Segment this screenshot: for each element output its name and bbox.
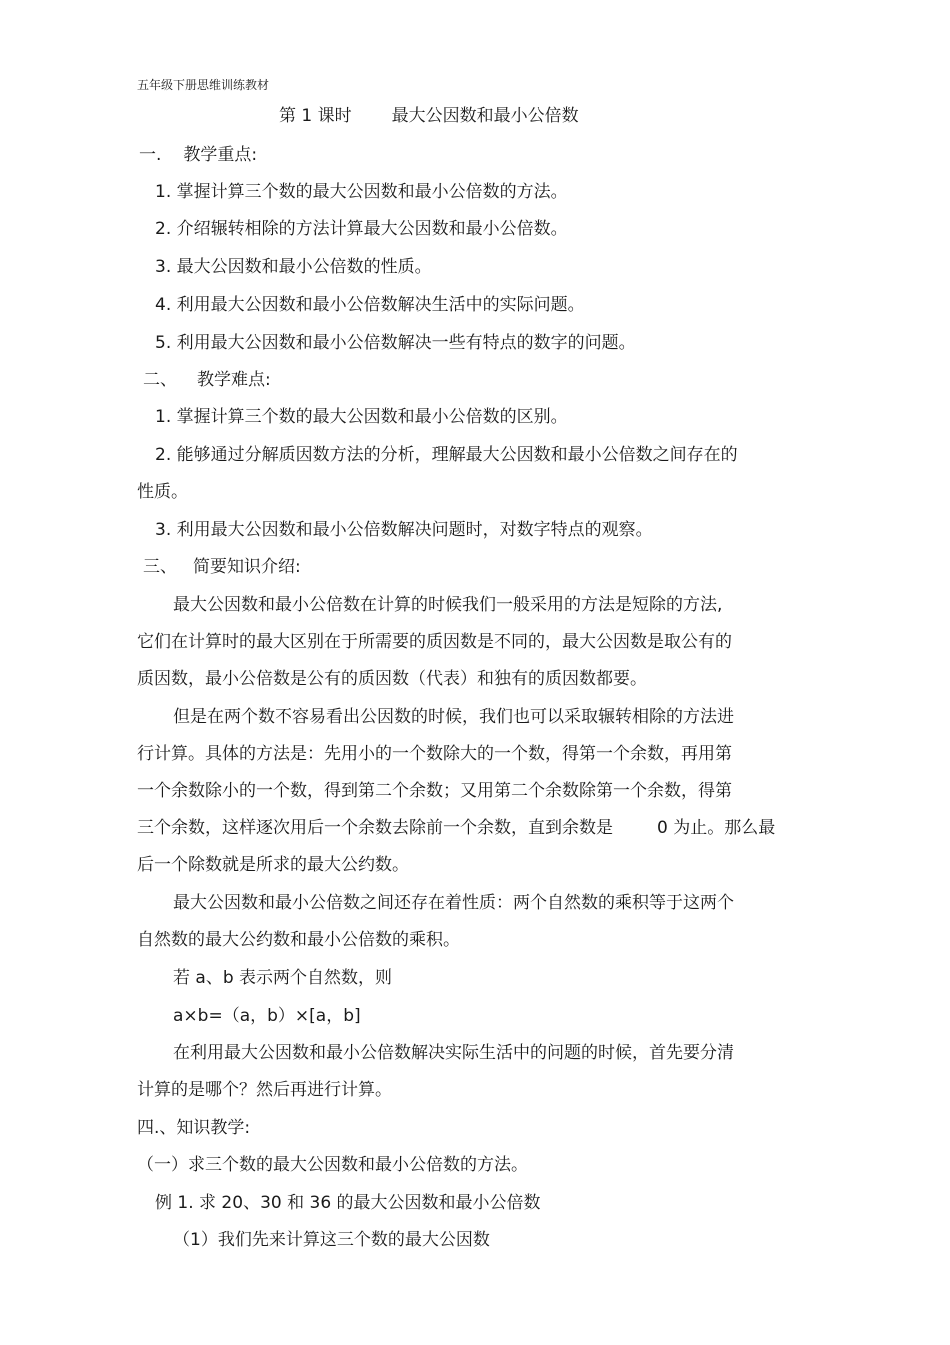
list-item: 3. 最大公因数和最小公倍数的性质。 (155, 257, 432, 277)
lesson-topic: 最大公因数和最小公倍数 (391, 106, 579, 126)
paragraph-line: 计算的是哪个？然后再进行计算。 (137, 1080, 392, 1100)
section-number: 一. (139, 145, 162, 165)
paragraph-line (137, 817, 775, 839)
lesson-title (279, 105, 579, 127)
paragraph-line: 质因数，最小公倍数是公有的质因数（代表）和独有的质因数都要。 (137, 669, 647, 689)
paragraph-segment: 三个余数，这样逐次用后一个余数去除前一个余数，直到余数是 (137, 818, 613, 838)
paragraph-line: 一个余数除小的一个数，得到第二个余数；又用第二个余数除第一个余数，得第 (137, 781, 732, 801)
running-header: 五年级下册思维训练教材 (137, 78, 270, 92)
list-item: 2. 介绍辗转相除的方法计算最大公因数和最小公倍数。 (155, 219, 568, 239)
section-label: 教学难点: (197, 370, 271, 390)
paragraph-line: 行计算。具体的方法是：先用小的一个数除大的一个数，得第一个余数，再用第 (137, 744, 732, 764)
list-item-continuation: 性质。 (137, 482, 188, 502)
formula: a×b=（a，b）×[a，b] (173, 1006, 361, 1026)
paragraph-line: 最大公因数和最小公倍数之间还存在着性质：两个自然数的乘积等于这两个 (173, 893, 734, 913)
section-label: 简要知识介绍: (193, 557, 301, 577)
list-item: 4. 利用最大公因数和最小公倍数解决生活中的实际问题。 (155, 295, 585, 315)
example-heading: 例 1. 求 20、30 和 36 的最大公因数和最小公倍数 (155, 1193, 541, 1213)
subsection-heading: （一）求三个数的最大公因数和最小公倍数的方法。 (137, 1155, 528, 1175)
section-number: 三、 (143, 557, 177, 577)
section-number: 二、 (143, 370, 177, 390)
paragraph-line: 后一个除数就是所求的最大公约数。 (137, 855, 409, 875)
paragraph-segment: 0 为止。那么最 (657, 818, 776, 838)
paragraph-line: 在利用最大公因数和最小公倍数解决实际生活中的问题的时候，首先要分清 (173, 1043, 734, 1063)
list-item: 1. 掌握计算三个数的最大公因数和最小公倍数的方法。 (155, 182, 568, 202)
section-label: 教学重点: (183, 145, 258, 165)
section-heading-3 (143, 556, 301, 578)
paragraph-line: 但是在两个数不容易看出公因数的时候，我们也可以采取辗转相除的方法进 (173, 707, 734, 727)
example-step: （1）我们先来计算这三个数的最大公因数 (173, 1230, 490, 1250)
section-heading-1 (139, 144, 257, 166)
list-item: 5. 利用最大公因数和最小公倍数解决一些有特点的数字的问题。 (155, 333, 636, 353)
paragraph-line: 自然数的最大公约数和最小公倍数的乘积。 (137, 930, 460, 950)
paragraph-line: 它们在计算时的最大区别在于所需要的质因数是不同的，最大公因数是取公有的 (137, 632, 732, 652)
section-heading-2 (143, 369, 271, 391)
paragraph-line: 若 a、b 表示两个自然数，则 (173, 968, 393, 988)
list-item: 3. 利用最大公因数和最小公倍数解决问题时，对数字特点的观察。 (155, 520, 653, 540)
paragraph-line: 最大公因数和最小公倍数在计算的时候我们一般采用的方法是短除的方法, (173, 595, 723, 615)
list-item: 2. 能够通过分解质因数方法的分析，理解最大公因数和最小公倍数之间存在的 (155, 445, 738, 465)
lesson-number: 第 1 课时 (279, 106, 352, 126)
section-heading-4: 四.、知识教学: (137, 1118, 251, 1138)
list-item: 1. 掌握计算三个数的最大公因数和最小公倍数的区别。 (155, 407, 568, 427)
